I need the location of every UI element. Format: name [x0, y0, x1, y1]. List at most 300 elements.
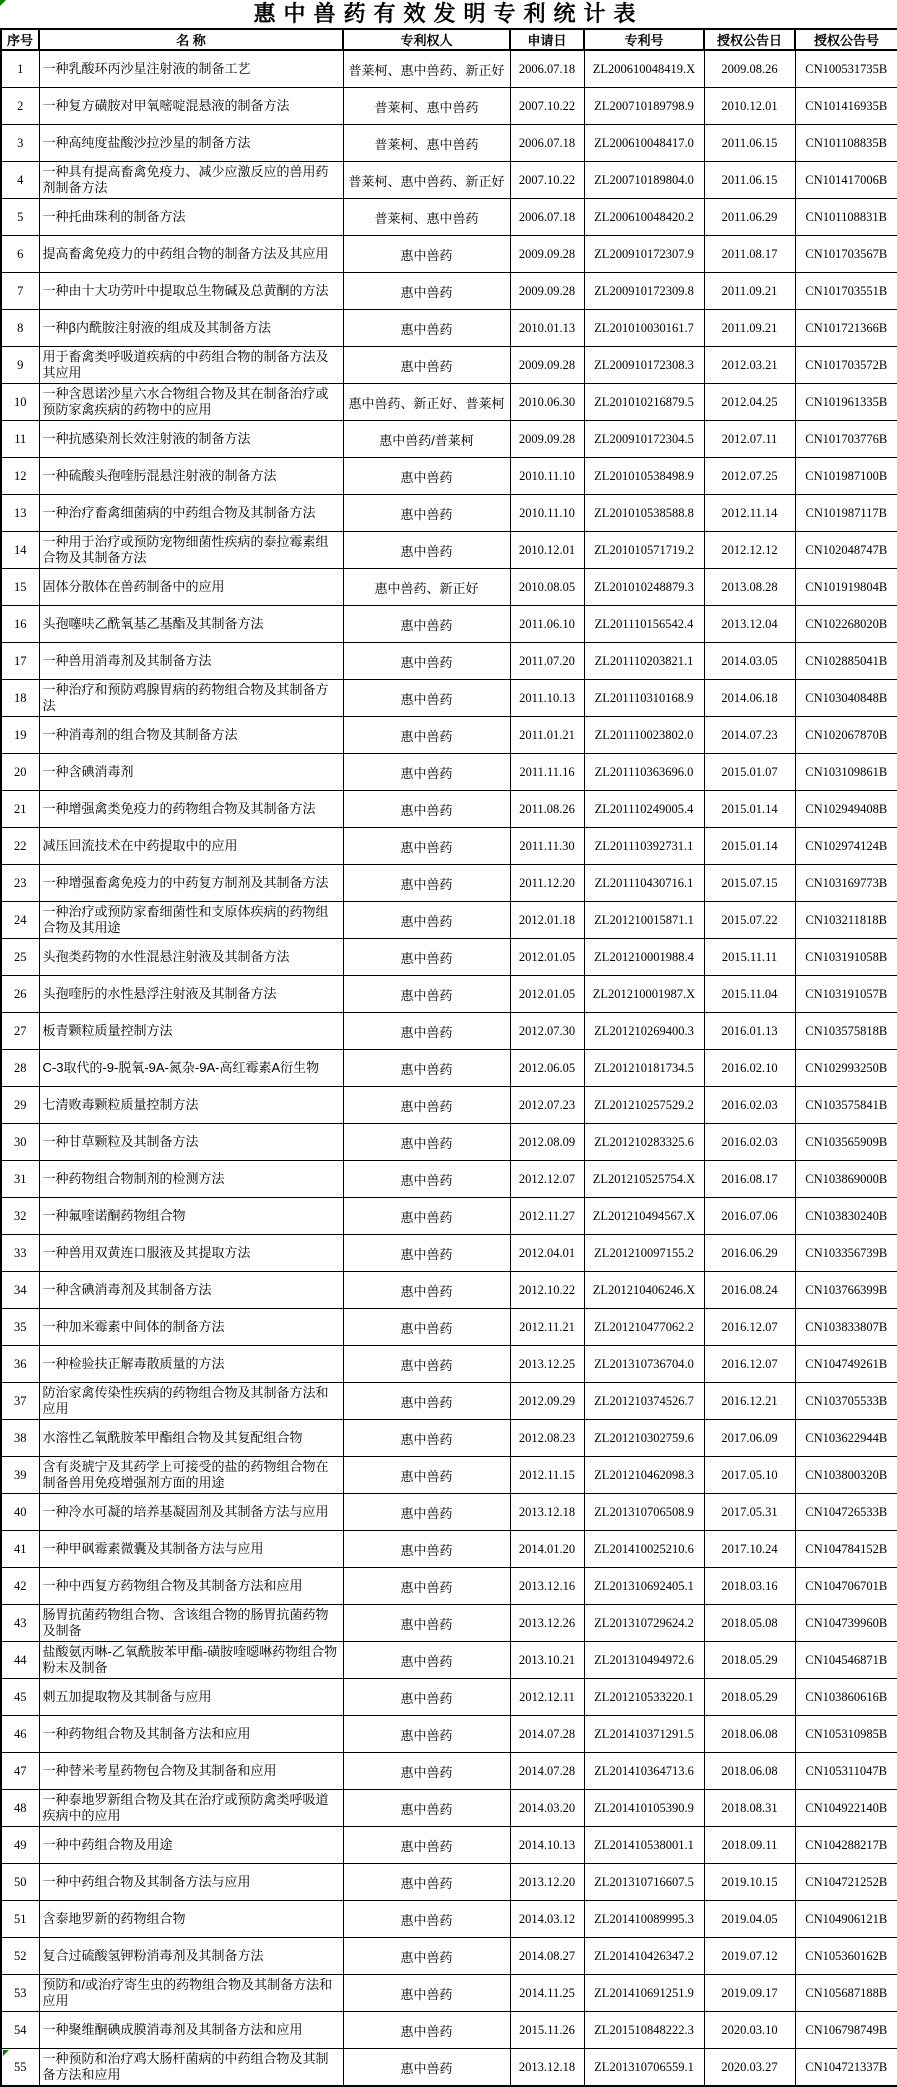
cell-patent-number: ZL200610048420.2 — [584, 199, 704, 236]
cell-patentee: 惠中兽药 — [343, 1827, 510, 1864]
patent-table-body — [1, 50, 897, 2086]
cell-application-date: 2013.12.18 — [510, 2049, 584, 2087]
cell-index: 19 — [1, 717, 39, 754]
cell-index: 14 — [1, 532, 39, 569]
cell-patentee: 惠中兽药 — [343, 1716, 510, 1753]
cell-grant-date: 2018.05.08 — [704, 1605, 795, 1642]
cell-grant-number: CN101108835B — [795, 125, 897, 162]
cell-index: 12 — [1, 458, 39, 495]
cell-patentee: 惠中兽药 — [343, 939, 510, 976]
cell-grant-date: 2017.10.24 — [704, 1531, 795, 1568]
cell-grant-date: 2013.08.28 — [704, 569, 795, 606]
cell-patent-name: 复合过硫酸氢钾粉消毒剂及其制备方法 — [39, 1938, 343, 1975]
cell-grant-number: CN105687188B — [795, 1975, 897, 2012]
cell-patent-number: ZL201410691251.9 — [584, 1975, 704, 2012]
cell-patentee: 惠中兽药 — [343, 1568, 510, 1605]
cell-patentee: 惠中兽药 — [343, 976, 510, 1013]
table-row — [1, 680, 897, 717]
cell-patentee: 惠中兽药 — [343, 1309, 510, 1346]
table-row — [1, 1679, 897, 1716]
table-row — [1, 50, 897, 88]
cell-patent-number: ZL201110310168.9 — [584, 680, 704, 717]
cell-patent-name: 一种中药组合物及用途 — [39, 1827, 343, 1864]
cell-application-date: 2007.10.22 — [510, 162, 584, 199]
cell-patent-number: ZL200610048419.X — [584, 50, 704, 88]
cell-grant-date: 2020.03.10 — [704, 2012, 795, 2049]
cell-application-date: 2006.07.18 — [510, 199, 584, 236]
table-row — [1, 1642, 897, 1679]
cell-grant-date: 2015.11.11 — [704, 939, 795, 976]
cell-patent-number: ZL201110203821.1 — [584, 643, 704, 680]
cell-patent-name: 提高畜禽免疫力的中药组合物的制备方法及其应用 — [39, 236, 343, 273]
cell-grant-date: 2016.06.29 — [704, 1235, 795, 1272]
cell-grant-number: CN102067870B — [795, 717, 897, 754]
cell-patentee: 惠中兽药 — [343, 1272, 510, 1309]
cell-grant-number: CN104749261B — [795, 1346, 897, 1383]
cell-patentee: 惠中兽药 — [343, 1161, 510, 1198]
cell-patentee: 惠中兽药、新正好 — [343, 569, 510, 606]
cell-patent-name: 一种含恩诺沙星六水合物组合物及其在制备治疗或预防家禽疾病的药物中的应用 — [39, 384, 343, 421]
table-row — [1, 939, 897, 976]
cell-index: 45 — [1, 1679, 39, 1716]
cell-application-date: 2012.10.22 — [510, 1272, 584, 1309]
cell-patent-name: 一种兽用双黄连口服液及其提取方法 — [39, 1235, 343, 1272]
cell-index: 35 — [1, 1309, 39, 1346]
cell-grant-number: CN104706701B — [795, 1568, 897, 1605]
table-row — [1, 976, 897, 1013]
table-row — [1, 273, 897, 310]
table-row — [1, 828, 897, 865]
cell-grant-number: CN103575841B — [795, 1087, 897, 1124]
cell-grant-date: 2018.05.29 — [704, 1679, 795, 1716]
table-row — [1, 1457, 897, 1494]
cell-patent-name: 一种增强畜禽免疫力的中药复方制剂及其制备方法 — [39, 865, 343, 902]
cell-patentee: 惠中兽药 — [343, 1938, 510, 1975]
table-row — [1, 1531, 897, 1568]
cell-patent-number: ZL201210269400.3 — [584, 1013, 704, 1050]
cell-grant-date: 2018.05.29 — [704, 1642, 795, 1679]
cell-patentee: 惠中兽药 — [343, 458, 510, 495]
cell-grant-date: 2016.08.24 — [704, 1272, 795, 1309]
cell-grant-date: 2018.08.31 — [704, 1790, 795, 1827]
cell-application-date: 2012.01.05 — [510, 976, 584, 1013]
cell-patentee: 惠中兽药 — [343, 273, 510, 310]
cell-application-date: 2006.07.18 — [510, 50, 584, 88]
cell-grant-date: 2018.06.08 — [704, 1753, 795, 1790]
cell-index: 1 — [1, 50, 39, 88]
cell-patent-number: ZL201210001987.X — [584, 976, 704, 1013]
cell-patentee: 惠中兽药 — [343, 791, 510, 828]
col-header-grant-number: 授权公告号 — [795, 29, 897, 50]
table-row — [1, 606, 897, 643]
cell-grant-date: 2014.03.05 — [704, 643, 795, 680]
cell-patent-number: ZL201310706508.9 — [584, 1494, 704, 1531]
cell-index: 4 — [1, 162, 39, 199]
cell-application-date: 2011.12.20 — [510, 865, 584, 902]
cell-patent-number: ZL201310729624.2 — [584, 1605, 704, 1642]
cell-application-date: 2009.09.28 — [510, 236, 584, 273]
cell-grant-number: CN101416935B — [795, 88, 897, 125]
cell-patent-name: 头孢噻呋乙酰氧基乙基酯及其制备方法 — [39, 606, 343, 643]
cell-application-date: 2010.06.30 — [510, 384, 584, 421]
cell-grant-date: 2011.06.29 — [704, 199, 795, 236]
cell-grant-number: CN103575818B — [795, 1013, 897, 1050]
cell-grant-date: 2010.12.01 — [704, 88, 795, 125]
cell-grant-number: CN102268020B — [795, 606, 897, 643]
cell-index: 48 — [1, 1790, 39, 1827]
cell-patent-number: ZL200910172309.8 — [584, 273, 704, 310]
cell-index: 7 — [1, 273, 39, 310]
cell-grant-number: CN101108831B — [795, 199, 897, 236]
cell-grant-date: 2009.08.26 — [704, 50, 795, 88]
cell-patent-number: ZL200910172308.3 — [584, 347, 704, 384]
cell-patent-name: 七清败毒颗粒质量控制方法 — [39, 1087, 343, 1124]
cell-application-date: 2012.09.29 — [510, 1383, 584, 1420]
col-header-index: 序号 — [1, 29, 39, 50]
cell-patentee: 惠中兽药 — [343, 495, 510, 532]
cell-patent-number: ZL200610048417.0 — [584, 125, 704, 162]
cell-grant-date: 2011.09.21 — [704, 310, 795, 347]
table-row — [1, 902, 897, 939]
cell-index: 9 — [1, 347, 39, 384]
cell-grant-date: 2012.07.11 — [704, 421, 795, 458]
table-row — [1, 1198, 897, 1235]
cell-patent-number: ZL201510848222.3 — [584, 2012, 704, 2049]
cell-index: 52 — [1, 1938, 39, 1975]
cell-index: 16 — [1, 606, 39, 643]
header-row — [1, 29, 897, 50]
cell-grant-date: 2019.07.12 — [704, 1938, 795, 1975]
cell-patentee: 惠中兽药 — [343, 1235, 510, 1272]
cell-application-date: 2012.06.05 — [510, 1050, 584, 1087]
cell-patent-name: 一种甲砜霉素微囊及其制备方法与应用 — [39, 1531, 343, 1568]
cell-grant-date: 2011.08.17 — [704, 236, 795, 273]
cell-grant-date: 2019.04.05 — [704, 1901, 795, 1938]
cell-patentee: 普莱柯、惠中兽药、新正好 — [343, 50, 510, 88]
cell-patentee: 惠中兽药 — [343, 1864, 510, 1901]
cell-grant-number: CN101987117B — [795, 495, 897, 532]
cell-patent-name: 预防和/或治疗寄生虫的药物组合物及其制备方法和应用 — [39, 1975, 343, 2012]
table-row — [1, 1864, 897, 1901]
col-header-name: 名 称 — [39, 29, 343, 50]
cell-patent-name: 固体分散体在兽药制备中的应用 — [39, 569, 343, 606]
cell-grant-date: 2013.12.04 — [704, 606, 795, 643]
table-row — [1, 1420, 897, 1457]
cell-application-date: 2013.12.25 — [510, 1346, 584, 1383]
cell-index: 54 — [1, 2012, 39, 2049]
cell-index: 44 — [1, 1642, 39, 1679]
cell-index: 3 — [1, 125, 39, 162]
cell-index: 50 — [1, 1864, 39, 1901]
cell-patent-number: ZL201410105390.9 — [584, 1790, 704, 1827]
cell-patentee: 惠中兽药 — [343, 2012, 510, 2049]
cell-index: 33 — [1, 1235, 39, 1272]
cell-grant-date: 2018.06.08 — [704, 1716, 795, 1753]
cell-patent-number: ZL201110023802.0 — [584, 717, 704, 754]
cell-application-date: 2014.01.20 — [510, 1531, 584, 1568]
cell-grant-date: 2016.12.21 — [704, 1383, 795, 1420]
cell-patent-number: ZL201010030161.7 — [584, 310, 704, 347]
cell-grant-date: 2017.06.09 — [704, 1420, 795, 1457]
cell-patent-number: ZL201110392731.1 — [584, 828, 704, 865]
cell-patent-number: ZL201210181734.5 — [584, 1050, 704, 1087]
cell-grant-date: 2012.12.12 — [704, 532, 795, 569]
cell-index: 2 — [1, 88, 39, 125]
cell-application-date: 2011.06.10 — [510, 606, 584, 643]
cell-application-date: 2009.09.28 — [510, 347, 584, 384]
cell-patent-number: ZL201210374526.7 — [584, 1383, 704, 1420]
cell-index: 28 — [1, 1050, 39, 1087]
cell-patent-number: ZL201310716607.5 — [584, 1864, 704, 1901]
cell-patent-name: 一种兽用消毒剂及其制备方法 — [39, 643, 343, 680]
cell-grant-number: CN104922140B — [795, 1790, 897, 1827]
cell-grant-date: 2016.02.03 — [704, 1124, 795, 1161]
cell-grant-number: CN104546871B — [795, 1642, 897, 1679]
cell-patent-number: ZL201210001988.4 — [584, 939, 704, 976]
cell-application-date: 2012.08.23 — [510, 1420, 584, 1457]
cell-index: 39 — [1, 1457, 39, 1494]
cell-grant-number: CN106798749B — [795, 2012, 897, 2049]
cell-grant-number: CN101703567B — [795, 236, 897, 273]
cell-application-date: 2013.12.16 — [510, 1568, 584, 1605]
cell-patentee: 惠中兽药 — [343, 717, 510, 754]
cell-grant-number: CN103705533B — [795, 1383, 897, 1420]
table-row — [1, 1605, 897, 1642]
cell-application-date: 2013.10.21 — [510, 1642, 584, 1679]
cell-patent-number: ZL201210257529.2 — [584, 1087, 704, 1124]
cell-grant-date: 2012.04.25 — [704, 384, 795, 421]
cell-patent-name: 含泰地罗新的药物组合物 — [39, 1901, 343, 1938]
cell-grant-date: 2017.05.31 — [704, 1494, 795, 1531]
cell-grant-number: CN101721366B — [795, 310, 897, 347]
cell-patent-name: 一种由十大功劳叶中提取总生物碱及总黄酮的方法 — [39, 273, 343, 310]
cell-grant-date: 2016.12.07 — [704, 1346, 795, 1383]
cell-application-date: 2015.11.26 — [510, 2012, 584, 2049]
cell-patent-number: ZL200710189798.9 — [584, 88, 704, 125]
cell-patent-number: ZL201210533220.1 — [584, 1679, 704, 1716]
cell-patent-number: ZL201310692405.1 — [584, 1568, 704, 1605]
cell-index: 30 — [1, 1124, 39, 1161]
col-header-patentee: 专利权人 — [343, 29, 510, 50]
cell-patent-name: 防治家禽传染性疾病的药物组合物及其制备方法和应用 — [39, 1383, 343, 1420]
cell-patent-name: 一种β内酰胺注射液的组成及其制备方法 — [39, 310, 343, 347]
cell-grant-number: CN103191057B — [795, 976, 897, 1013]
cell-application-date: 2011.08.26 — [510, 791, 584, 828]
cell-patent-name: 水溶性乙氧酰胺苯甲酯组合物及其复配组合物 — [39, 1420, 343, 1457]
cell-patent-number: ZL201310736704.0 — [584, 1346, 704, 1383]
cell-patent-name: 含有炎琥宁及其药学上可接受的盐的药物组合物在制备兽用免疫增强剂方面的用途 — [39, 1457, 343, 1494]
table-row — [1, 643, 897, 680]
cell-error-indicator-icon — [3, 2050, 9, 2056]
cell-patentee: 普莱柯、惠中兽药、新正好 — [343, 162, 510, 199]
cell-grant-date: 2015.11.04 — [704, 976, 795, 1013]
cell-patentee: 惠中兽药 — [343, 1346, 510, 1383]
cell-patent-number: ZL201010248879.3 — [584, 569, 704, 606]
cell-grant-date: 2012.07.25 — [704, 458, 795, 495]
cell-patentee: 惠中兽药 — [343, 643, 510, 680]
cell-grant-number: CN101987100B — [795, 458, 897, 495]
cell-grant-number: CN103860616B — [795, 1679, 897, 1716]
table-row — [1, 1753, 897, 1790]
table-row — [1, 1013, 897, 1050]
cell-index: 38 — [1, 1420, 39, 1457]
cell-index: 27 — [1, 1013, 39, 1050]
cell-patentee: 惠中兽药 — [343, 1457, 510, 1494]
cell-application-date: 2012.11.21 — [510, 1309, 584, 1346]
cell-grant-number: CN103766399B — [795, 1272, 897, 1309]
cell-index: 17 — [1, 643, 39, 680]
cell-patent-number: ZL201310706559.1 — [584, 2049, 704, 2087]
cell-patent-name: 一种替米考星药物包合物及其制备和应用 — [39, 1753, 343, 1790]
cell-patentee: 惠中兽药 — [343, 1198, 510, 1235]
cell-patentee: 惠中兽药 — [343, 1901, 510, 1938]
cell-patentee: 惠中兽药 — [343, 1642, 510, 1679]
cell-grant-number: CN104721337B — [795, 2049, 897, 2087]
cell-grant-date: 2012.11.14 — [704, 495, 795, 532]
cell-index: 22 — [1, 828, 39, 865]
col-header-application-date: 申请日 — [510, 29, 584, 50]
cell-grant-number: CN105311047B — [795, 1753, 897, 1790]
cell-application-date: 2012.12.11 — [510, 1679, 584, 1716]
cell-patent-name: 一种复方磺胺对甲氧嘧啶混悬液的制备方法 — [39, 88, 343, 125]
cell-patent-name: 一种冷水可凝的培养基凝固剂及其制备方法与应用 — [39, 1494, 343, 1531]
cell-index: 10 — [1, 384, 39, 421]
cell-patent-number: ZL201210302759.6 — [584, 1420, 704, 1457]
cell-application-date: 2014.10.13 — [510, 1827, 584, 1864]
cell-patent-name: 头孢类药物的水性混悬注射液及其制备方法 — [39, 939, 343, 976]
cell-patentee: 惠中兽药 — [343, 680, 510, 717]
cell-patentee: 普莱柯、惠中兽药 — [343, 88, 510, 125]
cell-grant-number: CN103800320B — [795, 1457, 897, 1494]
table-row — [1, 1346, 897, 1383]
cell-patentee: 惠中兽药、新正好、普莱柯 — [343, 384, 510, 421]
cell-application-date: 2013.12.18 — [510, 1494, 584, 1531]
cell-index: 8 — [1, 310, 39, 347]
table-row — [1, 495, 897, 532]
table-row — [1, 199, 897, 236]
cell-patentee: 惠中兽药 — [343, 347, 510, 384]
table-row — [1, 458, 897, 495]
cell-application-date: 2012.12.07 — [510, 1161, 584, 1198]
table-row — [1, 1827, 897, 1864]
cell-patent-number: ZL201010538498.9 — [584, 458, 704, 495]
table-row — [1, 1383, 897, 1420]
col-header-grant-date: 授权公告日 — [704, 29, 795, 50]
cell-patent-name: 一种中药组合物及其制备方法与应用 — [39, 1864, 343, 1901]
cell-patentee: 惠中兽药 — [343, 1050, 510, 1087]
cell-grant-number: CN101919804B — [795, 569, 897, 606]
cell-patent-name: 一种泰地罗新组合物及其在治疗或预防禽类呼吸道疾病中的应用 — [39, 1790, 343, 1827]
col-header-patent-number: 专利号 — [584, 29, 704, 50]
table-row — [1, 384, 897, 421]
cell-patent-name: 一种含碘消毒剂 — [39, 754, 343, 791]
cell-application-date: 2010.11.10 — [510, 495, 584, 532]
cell-patent-name: 用于畜禽类呼吸道疾病的中药组合物的制备方法及其应用 — [39, 347, 343, 384]
cell-grant-number: CN104906121B — [795, 1901, 897, 1938]
cell-index: 29 — [1, 1087, 39, 1124]
cell-patent-name: 一种乳酸环丙沙星注射液的制备工艺 — [39, 50, 343, 88]
cell-patent-number: ZL201410089995.3 — [584, 1901, 704, 1938]
cell-patent-number: ZL200910172307.9 — [584, 236, 704, 273]
cell-patentee: 惠中兽药 — [343, 1679, 510, 1716]
cell-patent-number: ZL201110156542.4 — [584, 606, 704, 643]
cell-patentee: 惠中兽药 — [343, 1531, 510, 1568]
cell-grant-number: CN103869000B — [795, 1161, 897, 1198]
cell-patent-number: ZL201410426347.2 — [584, 1938, 704, 1975]
cell-patent-name: 一种中西复方药物组合物及其制备方法和应用 — [39, 1568, 343, 1605]
cell-patentee: 普莱柯、惠中兽药 — [343, 125, 510, 162]
cell-index: 42 — [1, 1568, 39, 1605]
cell-patentee: 惠中兽药 — [343, 1605, 510, 1642]
table-row — [1, 754, 897, 791]
cell-application-date: 2012.08.09 — [510, 1124, 584, 1161]
cell-grant-number: CN102949408B — [795, 791, 897, 828]
cell-grant-number: CN104726533B — [795, 1494, 897, 1531]
cell-grant-number: CN104721252B — [795, 1864, 897, 1901]
cell-patentee: 惠中兽药 — [343, 2049, 510, 2087]
cell-grant-date: 2014.07.23 — [704, 717, 795, 754]
cell-index: 40 — [1, 1494, 39, 1531]
cell-index: 31 — [1, 1161, 39, 1198]
cell-grant-number: CN103830240B — [795, 1198, 897, 1235]
cell-grant-date: 2017.05.10 — [704, 1457, 795, 1494]
cell-grant-date: 2019.09.17 — [704, 1975, 795, 2012]
cell-patent-name: 一种具有提高畜禽免疫力、减少应激反应的兽用药剂制备方法 — [39, 162, 343, 199]
cell-patent-number: ZL201210406246.X — [584, 1272, 704, 1309]
cell-patentee: 惠中兽药 — [343, 1087, 510, 1124]
cell-grant-number: CN103109861B — [795, 754, 897, 791]
cell-patent-number: ZL201110249005.4 — [584, 791, 704, 828]
cell-application-date: 2014.03.12 — [510, 1901, 584, 1938]
table-row — [1, 310, 897, 347]
table-row — [1, 162, 897, 199]
table-row — [1, 1494, 897, 1531]
cell-grant-number: CN102048747B — [795, 532, 897, 569]
cell-patent-number: ZL201410371291.5 — [584, 1716, 704, 1753]
table-row — [1, 1050, 897, 1087]
cell-patentee: 惠中兽药 — [343, 865, 510, 902]
cell-index: 47 — [1, 1753, 39, 1790]
cell-application-date: 2012.07.30 — [510, 1013, 584, 1050]
cell-application-date: 2013.12.26 — [510, 1605, 584, 1642]
cell-patentee: 惠中兽药 — [343, 606, 510, 643]
cell-index: 37 — [1, 1383, 39, 1420]
cell-index: 18 — [1, 680, 39, 717]
cell-application-date: 2014.08.27 — [510, 1938, 584, 1975]
cell-index: 34 — [1, 1272, 39, 1309]
cell-patent-number: ZL201010216879.5 — [584, 384, 704, 421]
table-row — [1, 1790, 897, 1827]
cell-patentee: 惠中兽药 — [343, 828, 510, 865]
table-row — [1, 1272, 897, 1309]
cell-patent-name: 头孢喹肟的水性悬浮注射液及其制备方法 — [39, 976, 343, 1013]
cell-grant-number: CN103565909B — [795, 1124, 897, 1161]
table-row — [1, 88, 897, 125]
cell-patent-number: ZL201210283325.6 — [584, 1124, 704, 1161]
cell-grant-number: CN101961335B — [795, 384, 897, 421]
cell-grant-date: 2016.08.17 — [704, 1161, 795, 1198]
cell-patentee: 惠中兽药 — [343, 902, 510, 939]
cell-patent-number: ZL200710189804.0 — [584, 162, 704, 199]
cell-application-date: 2012.11.15 — [510, 1457, 584, 1494]
cell-index: 49 — [1, 1827, 39, 1864]
patent-table — [0, 28, 897, 2087]
cell-application-date: 2012.11.27 — [510, 1198, 584, 1235]
cell-grant-date: 2014.06.18 — [704, 680, 795, 717]
cell-patentee: 惠中兽药 — [343, 1975, 510, 2012]
cell-patent-name: 一种高纯度盐酸沙拉沙星的制备方法 — [39, 125, 343, 162]
cell-application-date: 2014.03.20 — [510, 1790, 584, 1827]
